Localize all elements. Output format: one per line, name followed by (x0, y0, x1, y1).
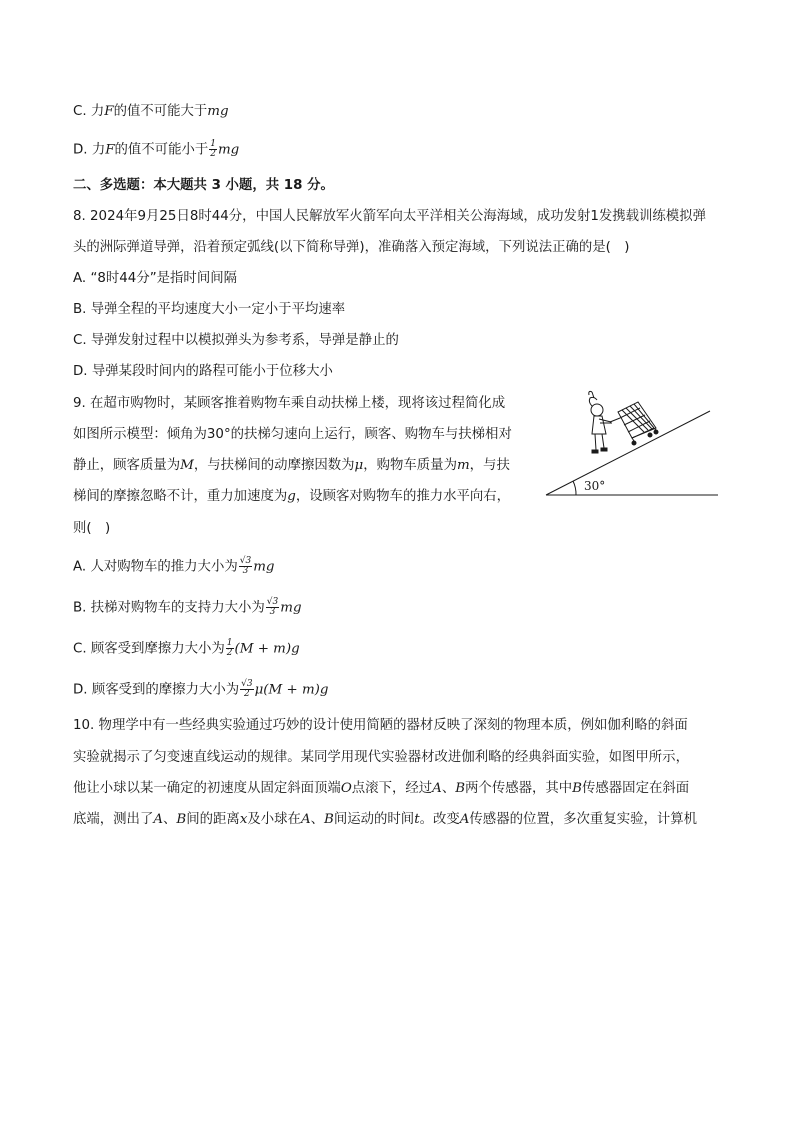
section-header: 二、多选题：本大题共 3 小题，共 18 分。 (73, 178, 334, 193)
q9-option-d: D. 顾客受到的摩擦力大小为 $\frac{√3}{2}$ μ(M + m)g (73, 679, 329, 699)
angle-arc (573, 481, 576, 495)
q9-line3: 静止，顾客质量为M，与扶梯间的动摩擦因数为μ，购物车质量为m，与扶 (73, 458, 510, 473)
option-c-prev: C. 力F的值不可能大于mg (73, 104, 229, 119)
q9-option-b: B. 扶梯对购物车的支持力大小为 $\frac{√3}{3}$ mg (73, 597, 302, 617)
escalator-figure (540, 388, 722, 500)
angle-label: 30° (584, 479, 606, 493)
q8-option-d: D. 导弹某段时间内的路程可能小于位移大小 (73, 364, 333, 379)
q9-line4: 梯间的摩擦忽略不计，重力加速度为g，设顾客对购物车的推力水平向右， (73, 489, 511, 504)
q10-line2: 实验就揭示了匀变速直线运动的规律。某同学用现代实验器材改进伽利略的经典斜面实验，如图甲所示， (73, 750, 689, 765)
q10-line3: 他让小球以某一确定的初速度从固定斜面顶端O点滚下，经过A、B两个传感器，其中B传感器固定在斜面 (73, 781, 690, 796)
q9-line1: 9. 在超市购物时，某顾客推着购物车乘自动扶梯上楼，现将该过程简化成 (73, 396, 506, 411)
q9-option-c: C. 顾客受到摩擦力大小为 $\frac{1}{2}$ (M + m)g (73, 638, 300, 658)
q9-option-a: A. 人对购物车的推力大小为 $\frac{√3}{3}$ mg (73, 556, 275, 576)
shopping-cart-icon (610, 402, 658, 445)
q10-line1: 10. 物理学中有一些经典实验通过巧妙的设计使用简陋的器材反映了深刻的物理本质，例如伽利略的斜面 (73, 718, 688, 733)
fraction: $\frac{√3}{2}$ (241, 679, 253, 699)
fraction: $\frac{√3}{3}$ (266, 597, 279, 617)
option-d-prev: D. 力F的值不可能小于 $\frac{1}{2}$ mg (73, 139, 240, 159)
fraction: $\frac{1}{2}$ (226, 638, 233, 658)
fraction: $\frac{√3}{3}$ (239, 556, 252, 576)
q8-line2: 头的洲际弹道导弹，沿着预定弧线(以下简称导弹)，准确落入预定海域，下列说法正确的是( ) (73, 240, 630, 255)
q8-option-a: A. “8时44分”是指时间间隔 (73, 271, 237, 286)
q10-line4: 底端，测出了A、B间的距离x及小球在A、B间运动的时间t。改变A传感器的位置，多次重复实验，计算机 (73, 812, 698, 827)
q8-line1: 8. 2024年9月25日8时44分，中国人民解放军火箭军向太平洋相关公海海域，成功发射1发携载训练模拟弹 (73, 209, 706, 224)
q9-line5: 则( ) (73, 521, 111, 536)
q9-line2: 如图所示模型：倾角为30°的扶梯匀速向上运行，顾客、购物车与扶梯相对 (73, 427, 512, 442)
q8-option-c: C. 导弹发射过程中以模拟弹头为参考系，导弹是静止的 (73, 333, 399, 348)
customer-figure-icon (589, 391, 612, 453)
q8-option-b: B. 导弹全程的平均速度大小一定小于平均速率 (73, 302, 346, 317)
fraction: $\frac{1}{2}$ (210, 139, 216, 159)
escalator-diagram (540, 388, 722, 500)
